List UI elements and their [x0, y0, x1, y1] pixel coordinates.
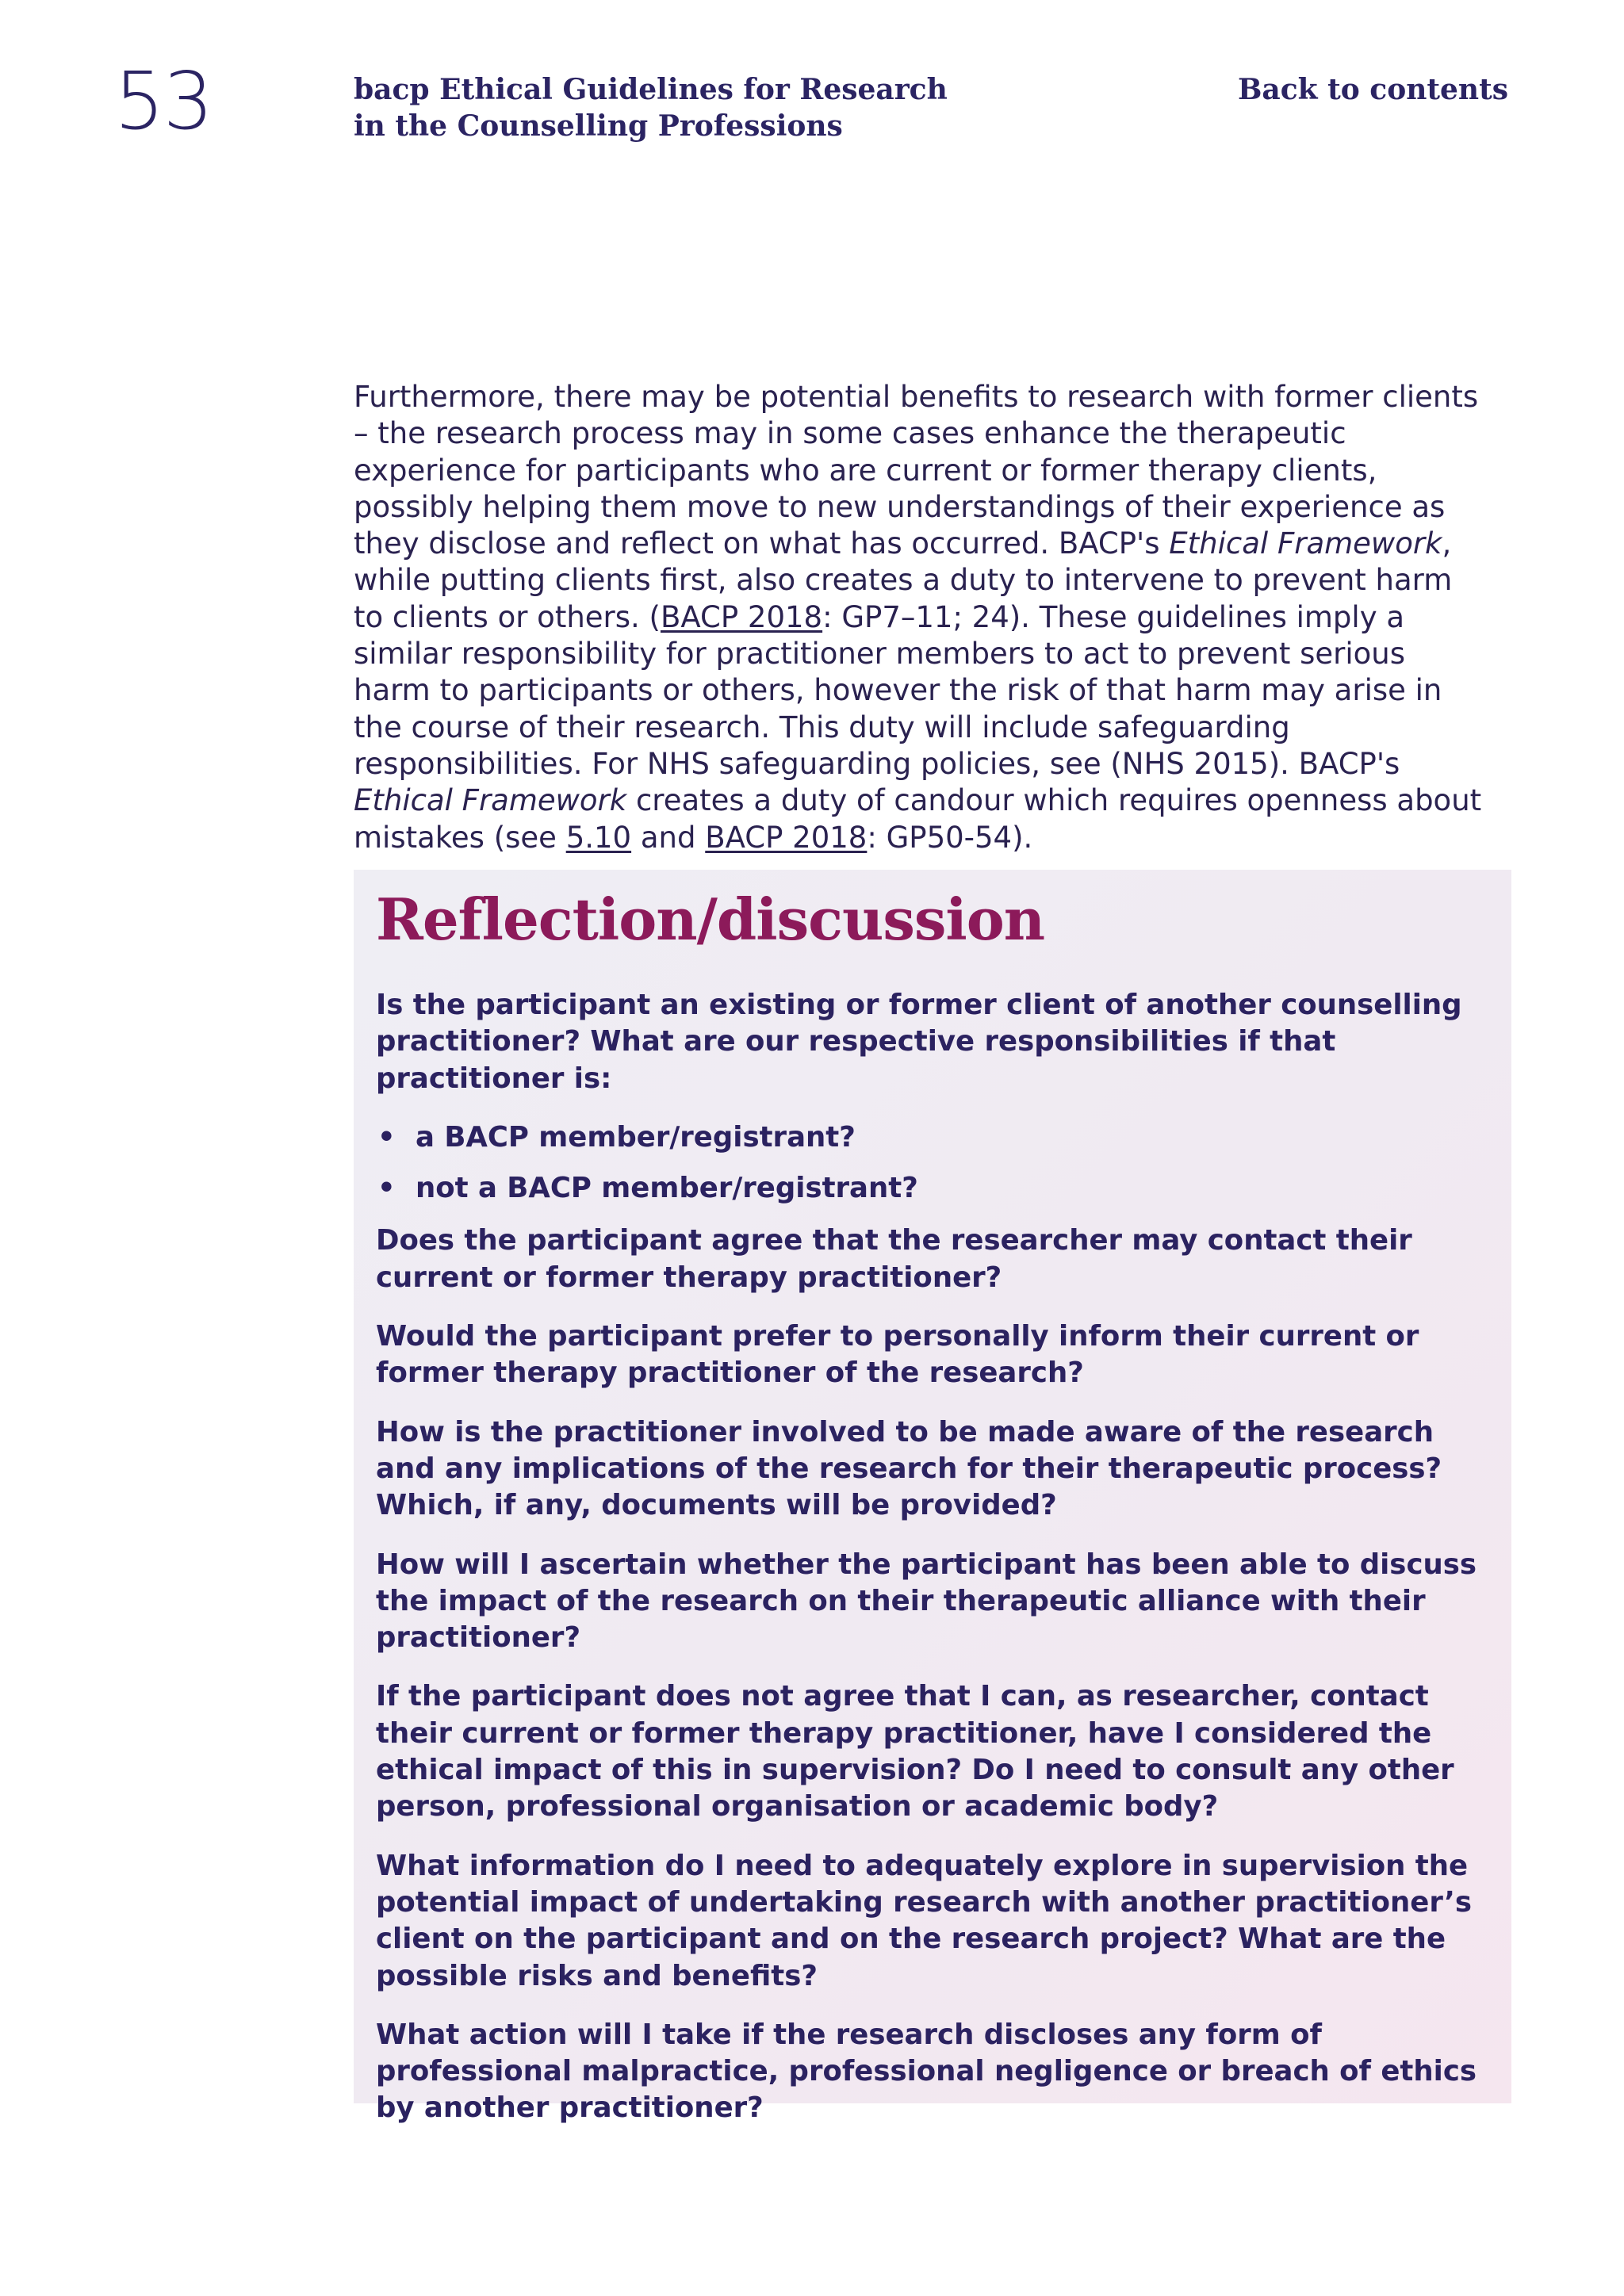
reflection-question: Does the participant agree that the researcher may contact their current or former therapy practitioner?: [376, 1224, 1412, 1294]
reflection-question: What information do I need to adequately explore in supervision the potential impact of undertaking research with another practitioner’s client on the participant and on the research project? What are the possible risks and benefits?: [376, 1849, 1472, 1992]
bullet-list: [376, 1119, 1486, 1207]
body-text-part: : GP7–11; 24). These guidelines imply a similar responsibility for practitioner members to act to prevent serious harm to participants or others, however the risk of that harm may arise in the course of their research. This duty will include safeguarding responsibilities. For NHS safeguarding policies, see (NHS 2015). BACP's: [354, 599, 1442, 781]
body-italic-term: Ethical Framework: [1169, 526, 1442, 561]
reflection-question: What action will I take if the research discloses any form of professional malpractice, professional negligence or breach of ethics by another practitioner?: [376, 2018, 1477, 2125]
reflection-heading: Reflection/discussion: [376, 886, 1045, 953]
body-text-part: : GP50-54).: [867, 820, 1033, 855]
body-text-part: and: [631, 820, 706, 855]
back-to-contents-link[interactable]: Back to contents: [1237, 73, 1508, 106]
body-paragraph: [354, 379, 1488, 856]
bullet-item: • a BACP member/registrant?: [376, 1119, 1486, 1156]
document-title-line-2: in the Counselling Professions: [354, 109, 843, 143]
reflection-questions: [376, 987, 1486, 2149]
body-text-part: Furthermore, there may be potential benefits to research with former clients – the research process may in some cases enhance the therapeutic experience for participants who are current or former therapy clients, possibly helping them move to new understandings of their experience as they disclose and reflect on what has occurred. BACP's: [354, 380, 1479, 561]
reflection-question: If the participant does not agree that I can, as researcher, contact their current or former therapy practitioner, have I considered the ethical impact of this in supervision? Do I need to consult any other person, professional organisation or academic body?: [376, 1680, 1454, 1823]
section-5-10-link[interactable]: 5.10: [565, 820, 632, 855]
body-italic-term: Ethical Framework: [354, 783, 627, 818]
reflection-question: Is the participant an existing or former client of another counselling practitioner? What are our respective responsibilities if that practitioner is:: [376, 989, 1462, 1095]
reflection-discussion-box: [354, 870, 1511, 2125]
document-title-line-1: bacp Ethical Guidelines for Research: [354, 73, 948, 106]
bacp-2018-link[interactable]: BACP 2018: [705, 820, 868, 855]
bullet-item: • not a BACP member/registrant?: [376, 1170, 1486, 1207]
body-text-part: , while putting clients first, also creates a duty to intervene to prevent harm to clients or others. (: [354, 526, 1453, 634]
reflection-question: Would the participant prefer to personally inform their current or former therapy practitioner of the research?: [376, 1320, 1419, 1390]
bacp-2018-link[interactable]: BACP 2018: [660, 599, 823, 634]
reflection-question: How will I ascertain whether the participant has been able to discuss the impact of the research on their therapeutic alliance with their practitioner?: [376, 1548, 1477, 1655]
body-text-part: creates a duty of candour which requires openness about mistakes (see: [354, 783, 1482, 855]
page-number: 53: [114, 55, 213, 147]
document-title: [354, 71, 948, 144]
reflection-question: How is the practitioner involved to be made aware of the research and any implications of the research for their therapeutic process? Which, if any, documents will be provided?: [376, 1415, 1442, 1522]
